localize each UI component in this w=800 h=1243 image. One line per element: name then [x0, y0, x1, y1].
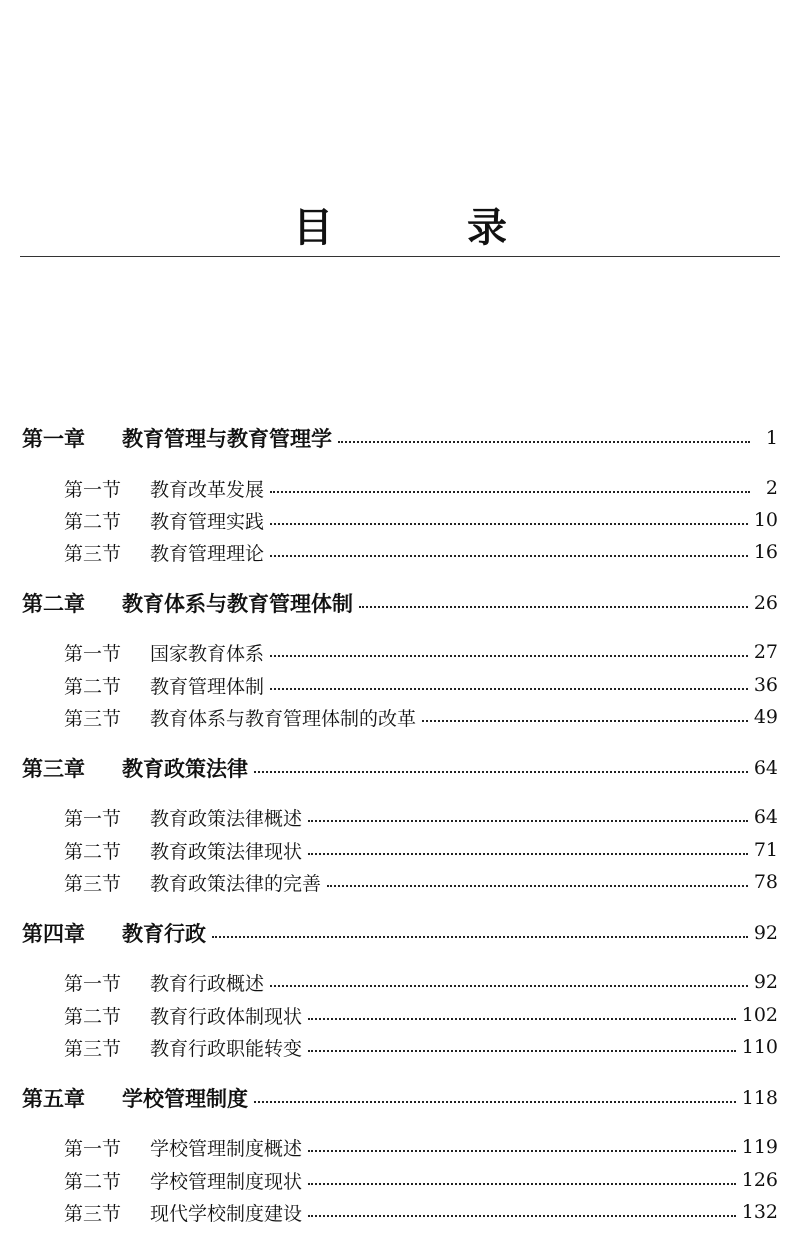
section-title: 教育行政体制现状: [150, 1005, 303, 1028]
section-title: 教育管理体制: [150, 675, 265, 698]
toc-section-entry[interactable]: [0, 702, 800, 732]
section-number: 第二节: [64, 840, 122, 863]
page-number: 92: [753, 971, 778, 993]
section-title: 教育行政职能转变: [150, 1037, 303, 1060]
dot-leader: [270, 688, 748, 690]
chapter-title: 教育政策法律: [122, 757, 248, 781]
toc-section-entry[interactable]: [0, 835, 800, 865]
toc-chapter-entry[interactable]: [0, 918, 800, 948]
chapter-number: 第二章: [22, 592, 85, 616]
toc-section-entry[interactable]: [0, 802, 800, 832]
chapter-number: 第五章: [22, 1087, 85, 1111]
toc-section-entry[interactable]: [0, 637, 800, 667]
section-number: 第一节: [64, 972, 122, 995]
chapter-number: 第三章: [22, 757, 85, 781]
page-number: 64: [753, 806, 778, 828]
dot-leader: [327, 885, 748, 887]
section-number: 第二节: [64, 1170, 122, 1193]
chapter-number: 第四章: [22, 922, 85, 946]
page-number: 1: [765, 427, 778, 449]
page-number: 36: [753, 674, 778, 696]
chapter-title: 教育体系与教育管理体制: [122, 592, 353, 616]
section-number: 第二节: [64, 510, 122, 533]
dot-leader: [308, 820, 748, 822]
dot-leader: [308, 1183, 736, 1185]
dot-leader: [270, 655, 748, 657]
toc-section-entry[interactable]: [0, 1032, 800, 1062]
section-title: 教育改革发展: [150, 478, 265, 501]
chapter-title: 教育管理与教育管理学: [122, 427, 332, 451]
chapter-title: 教育行政: [122, 922, 206, 946]
toc-section-entry[interactable]: [0, 473, 800, 503]
section-title: 国家教育体系: [150, 642, 265, 665]
section-title: 教育政策法律现状: [150, 840, 303, 863]
dot-leader: [308, 1018, 736, 1020]
dot-leader: [270, 523, 748, 525]
page-number: 92: [753, 922, 778, 944]
dot-leader: [422, 720, 748, 722]
dot-leader: [359, 606, 748, 608]
page-number: 16: [753, 541, 778, 563]
toc-chapter-entry[interactable]: [0, 588, 800, 618]
section-title: 教育管理理论: [150, 542, 265, 565]
page-number: 2: [765, 477, 778, 499]
section-number: 第一节: [64, 478, 122, 501]
page-number: 110: [741, 1036, 778, 1058]
dot-leader: [212, 936, 748, 938]
page-number: 26: [753, 592, 778, 614]
section-number: 第一节: [64, 807, 122, 830]
dot-leader: [308, 1150, 736, 1152]
section-number: 第三节: [64, 872, 122, 895]
page-number: 49: [753, 706, 778, 728]
page-number: 102: [741, 1004, 778, 1026]
toc-section-entry[interactable]: [0, 967, 800, 997]
section-title: 教育政策法律概述: [150, 807, 303, 830]
page-number: 10: [753, 509, 778, 531]
toc-chapter-entry[interactable]: [0, 753, 800, 783]
page-number: 132: [741, 1201, 778, 1223]
page-number: 119: [741, 1136, 778, 1158]
section-title: 教育管理实践: [150, 510, 265, 533]
section-title: 教育政策法律的完善: [150, 872, 322, 895]
dot-leader: [308, 1215, 736, 1217]
page-number: 71: [753, 839, 778, 861]
toc-section-entry[interactable]: [0, 1132, 800, 1162]
toc-chapter-entry[interactable]: [0, 423, 800, 453]
section-number: 第一节: [64, 1137, 122, 1160]
section-number: 第三节: [64, 1202, 122, 1225]
toc-section-entry[interactable]: [0, 1000, 800, 1030]
page-number: 78: [753, 871, 778, 893]
page-number: 27: [753, 641, 778, 663]
toc-section-entry[interactable]: [0, 1165, 800, 1195]
section-title: 教育体系与教育管理体制的改革: [150, 707, 417, 730]
chapter-number: 第一章: [22, 427, 85, 451]
dot-leader: [270, 555, 748, 557]
toc-section-entry[interactable]: [0, 867, 800, 897]
page-number: 118: [741, 1087, 778, 1109]
toc-section-entry[interactable]: [0, 1197, 800, 1227]
section-number: 第三节: [64, 542, 122, 565]
section-number: 第二节: [64, 675, 122, 698]
dot-leader: [270, 985, 748, 987]
dot-leader: [254, 1101, 736, 1103]
section-title: 教育行政概述: [150, 972, 265, 995]
toc-section-entry[interactable]: [0, 670, 800, 700]
chapter-title: 学校管理制度: [122, 1087, 248, 1111]
page-number: 64: [753, 757, 778, 779]
dot-leader: [270, 491, 750, 493]
toc-section-entry[interactable]: [0, 537, 800, 567]
section-number: 第三节: [64, 707, 122, 730]
section-number: 第二节: [64, 1005, 122, 1028]
dot-leader: [308, 853, 748, 855]
dot-leader: [254, 771, 748, 773]
section-title: 学校管理制度概述: [150, 1137, 303, 1160]
page-title: 目 录: [293, 205, 567, 251]
dot-leader: [338, 441, 750, 443]
toc-section-entry[interactable]: [0, 505, 800, 535]
page-number: 126: [741, 1169, 778, 1191]
section-title: 现代学校制度建设: [150, 1202, 303, 1225]
dot-leader: [308, 1050, 736, 1052]
section-title: 学校管理制度现状: [150, 1170, 303, 1193]
section-number: 第三节: [64, 1037, 122, 1060]
section-number: 第一节: [64, 642, 122, 665]
toc-chapter-entry[interactable]: [0, 1083, 800, 1113]
